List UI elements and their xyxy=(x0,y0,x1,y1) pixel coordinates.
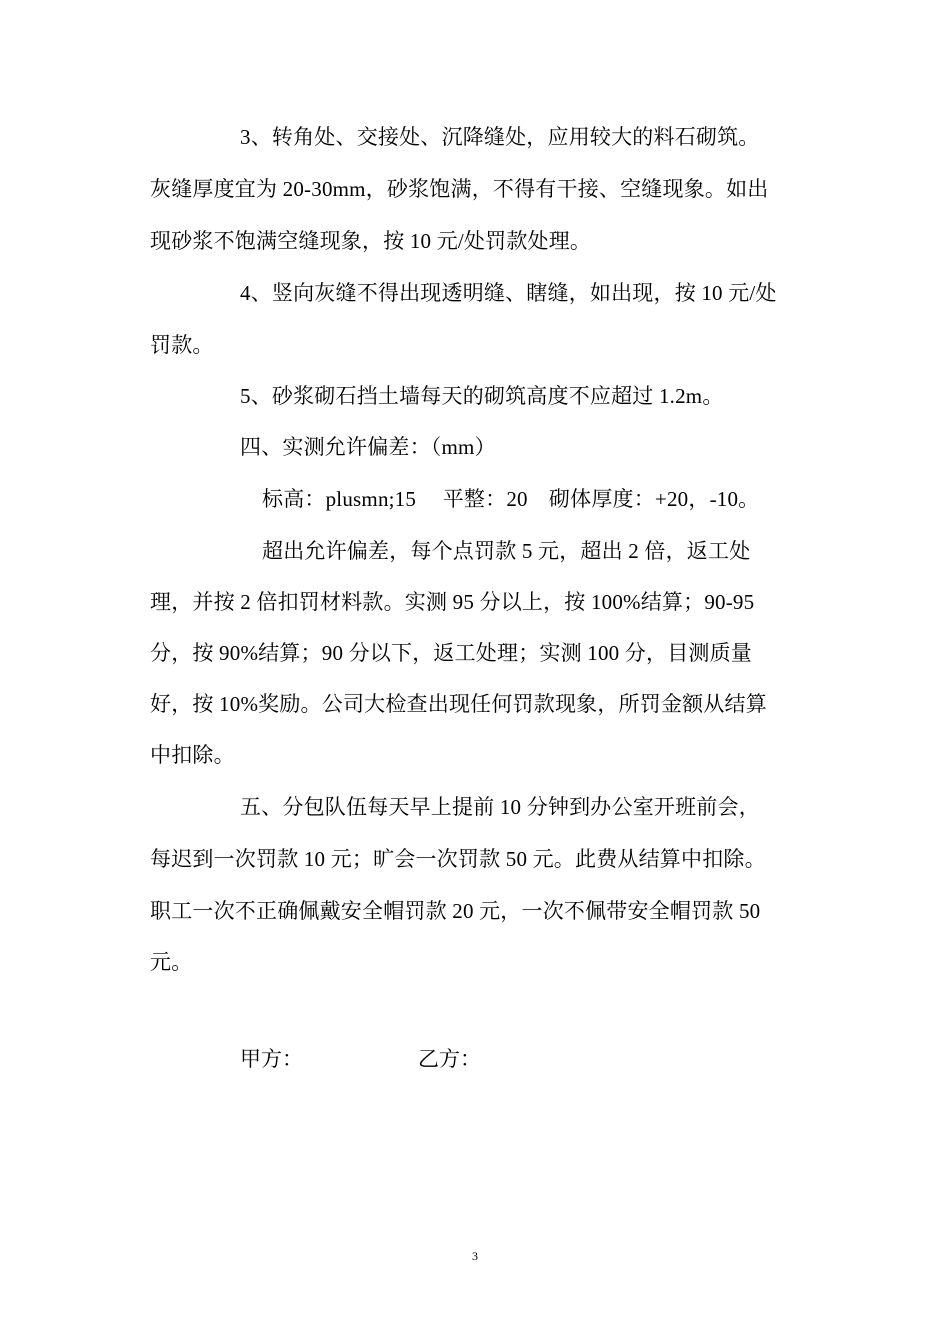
section-heading: 四、实测允许偏差：（mm） xyxy=(240,435,496,459)
party-b-label: 乙方： xyxy=(418,1047,481,1071)
section-heading: 五、分包队伍每天早上提前 10 分钟到办公室开班前会， xyxy=(240,795,760,819)
paragraph-line: 中扣除。 xyxy=(150,743,235,767)
page-number: 3 xyxy=(472,1249,478,1263)
paragraph-line: 职工一次不正确佩戴安全帽罚款 20 元，一次不佩带安全帽罚款 50 xyxy=(150,899,761,923)
paragraph-line: 超出允许偏差，每个点罚款 5 元，超出 2 倍，返工处 xyxy=(262,539,751,563)
paragraph-line: 理，并按 2 倍扣罚材料款。实测 95 分以上，按 100%结算；90-95 xyxy=(150,590,755,614)
paragraph-line: 5、砂浆砌石挡土墙每天的砌筑高度不应超过 1.2m。 xyxy=(240,384,724,408)
paragraph-line: 灰缝厚度宜为 20-30mm，砂浆饱满，不得有干接、空缝现象。如出 xyxy=(150,177,769,201)
paragraph-line: 现砂浆不饱满空缝现象，按 10 元/处罚款处理。 xyxy=(150,229,592,253)
paragraph-line: 好，按 10%奖励。公司大检查出现任何罚款现象，所罚金额从结算 xyxy=(150,692,767,716)
paragraph-line: 分，按 90%结算；90 分以下，返工处理；实测 100 分，目测质量 xyxy=(150,641,752,665)
tolerance-line: 标高：plusmn;15 平整：20 砌体厚度：+20，-10。 xyxy=(262,487,760,511)
paragraph-line: 4、竖向灰缝不得出现透明缝、瞎缝，如出现，按 10 元/处 xyxy=(240,281,777,305)
paragraph-line: 元。 xyxy=(150,950,193,974)
paragraph-line: 3、转角处、交接处、沉降缝处，应用较大的料石砌筑。 xyxy=(240,125,760,149)
paragraph-line: 每迟到一次罚款 10 元；旷会一次罚款 50 元。此费从结算中扣除。 xyxy=(150,847,766,871)
party-a-label: 甲方： xyxy=(240,1047,303,1071)
paragraph-line: 罚款。 xyxy=(150,333,214,357)
